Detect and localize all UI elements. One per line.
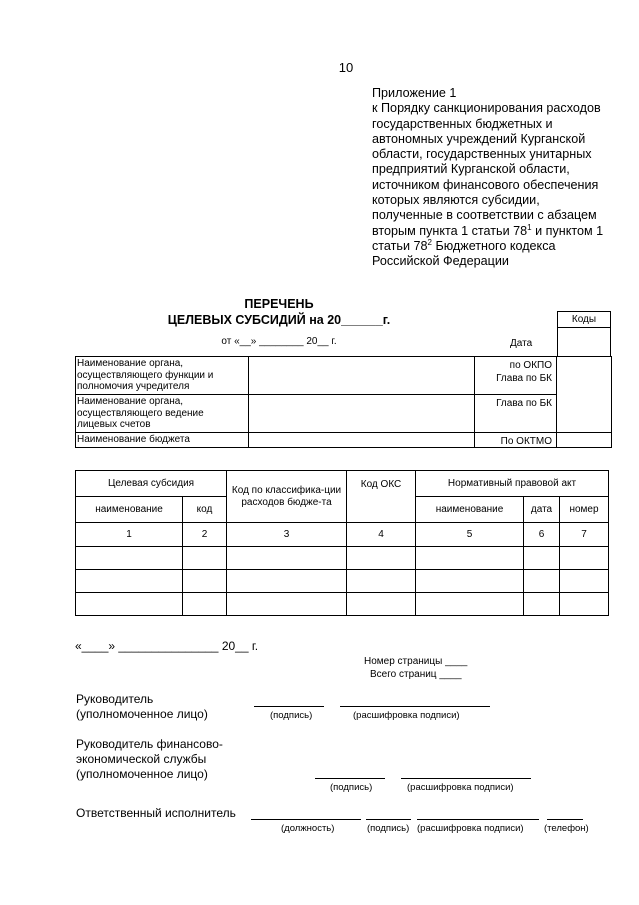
date-line: от «__» ________ 20__ г. (221, 336, 337, 347)
divider (75, 394, 557, 395)
superscript: 2 (427, 237, 432, 247)
signature-caption: (подпись) (367, 823, 410, 834)
column-number: 1 (76, 523, 183, 547)
appendix-line (372, 239, 622, 254)
column-number: 7 (560, 523, 609, 547)
okpo-label: по ОКПО Глава по БК (496, 360, 552, 384)
column-number: 6 (524, 523, 560, 547)
col-header-act: Нормативный правовой акт (416, 471, 609, 497)
phone-line (547, 819, 583, 820)
divider (75, 432, 612, 433)
col-header-name: наименование (76, 497, 183, 523)
appendix-line: к Порядку санкционирования расходов (372, 101, 601, 116)
signature-decode-line (340, 706, 490, 707)
signature-caption: (подпись) (330, 782, 373, 793)
total-pages-field: Всего страниц ____ (370, 669, 462, 680)
appendix-line: которых являются субсидии, (372, 193, 540, 208)
page-number-field: Номер страницы ____ (364, 656, 468, 667)
appendix-line: области, государственных унитарных (372, 147, 592, 162)
appendix-line: Приложение 1 (372, 86, 457, 100)
executor-label: Ответственный исполнитель (76, 806, 236, 820)
founder-org-label: Наименование органа, осуществляющего функции и полномочия учредителя (77, 358, 214, 392)
table-row (76, 547, 609, 570)
signature-decode-line (401, 778, 531, 779)
signing-date: «____» _______________ 20__ г. (75, 639, 259, 653)
appendix-line: Российской Федерации (372, 254, 509, 269)
appendix-line: предприятий Курганской области, (372, 162, 570, 177)
head-label: Руководитель (уполномоченное лицо) (76, 692, 208, 721)
column-number: 2 (183, 523, 227, 547)
document-subtitle: ЦЕЛЕВЫХ СУБСИДИЙ на 20______г. (167, 313, 391, 327)
table-row (76, 593, 609, 616)
appendix-text: статьи 78 (372, 238, 428, 253)
accounts-org-label: Наименование органа, осуществляющего ведение лицевых счетов (77, 396, 204, 430)
appendix-line: источником финансового обеспечения (372, 177, 599, 192)
appendix-text: вторым пункта 1 статьи 78 (372, 223, 528, 238)
divider (248, 356, 249, 448)
appendix-line: автономных учреждений Курганской (372, 131, 586, 146)
col-header-oks: Код ОКС (347, 471, 416, 523)
column-number: 4 (347, 523, 416, 547)
column-number: 5 (416, 523, 524, 547)
appendix-line: полученные в соответствии с абзацем (372, 208, 597, 223)
col-header-budget-code: Код по классифика-ции расходов бюдже-та (227, 471, 347, 523)
signature-line (315, 778, 385, 779)
column-number: 3 (227, 523, 347, 547)
position-caption: (должность) (281, 823, 335, 834)
signature-decode-caption: (расшифровка подписи) (353, 710, 460, 721)
phone-caption: (телефон) (544, 823, 589, 834)
table-row (76, 570, 609, 593)
date-label: Дата (510, 338, 533, 349)
appendix-line: государственных бюджетных и (372, 116, 553, 131)
col-header-number: номер (560, 497, 609, 523)
col-header-date: дата (524, 497, 560, 523)
signature-line (254, 706, 324, 707)
col-header-subsidy: Целевая субсидия (76, 471, 227, 497)
col-header-act-name: наименование (416, 497, 524, 523)
subsidies-table (75, 470, 609, 616)
codes-header: Коды (557, 311, 611, 328)
bk-label: Глава по БК (496, 398, 552, 409)
signature-decode-caption: (расшифровка подписи) (407, 782, 514, 793)
appendix-block (372, 86, 622, 270)
oktmo-label: По ОКТМО (500, 436, 552, 447)
col-header-kod: код (183, 497, 227, 523)
signature-decode-caption: (расшифровка подписи) (417, 823, 524, 834)
codes-date-cell (557, 327, 611, 357)
position-line (251, 819, 361, 820)
appendix-text: и пунктом 1 (531, 223, 604, 238)
superscript: 1 (527, 222, 532, 232)
page-number: 10 (338, 60, 354, 75)
appendix-text: Бюджетного кодекса (431, 238, 556, 253)
fin-head-label: Руководитель финансово- экономической службы (уполномоченное лицо) (76, 737, 223, 781)
signature-line (366, 819, 411, 820)
document-title: ПЕРЕЧЕНЬ (244, 297, 314, 311)
signature-decode-line (417, 819, 539, 820)
budget-name-label: Наименование бюджета (77, 434, 190, 445)
signature-caption: (подпись) (270, 710, 313, 721)
table-row (76, 523, 609, 547)
divider (556, 356, 557, 448)
divider (474, 356, 475, 448)
appendix-line (372, 224, 622, 239)
